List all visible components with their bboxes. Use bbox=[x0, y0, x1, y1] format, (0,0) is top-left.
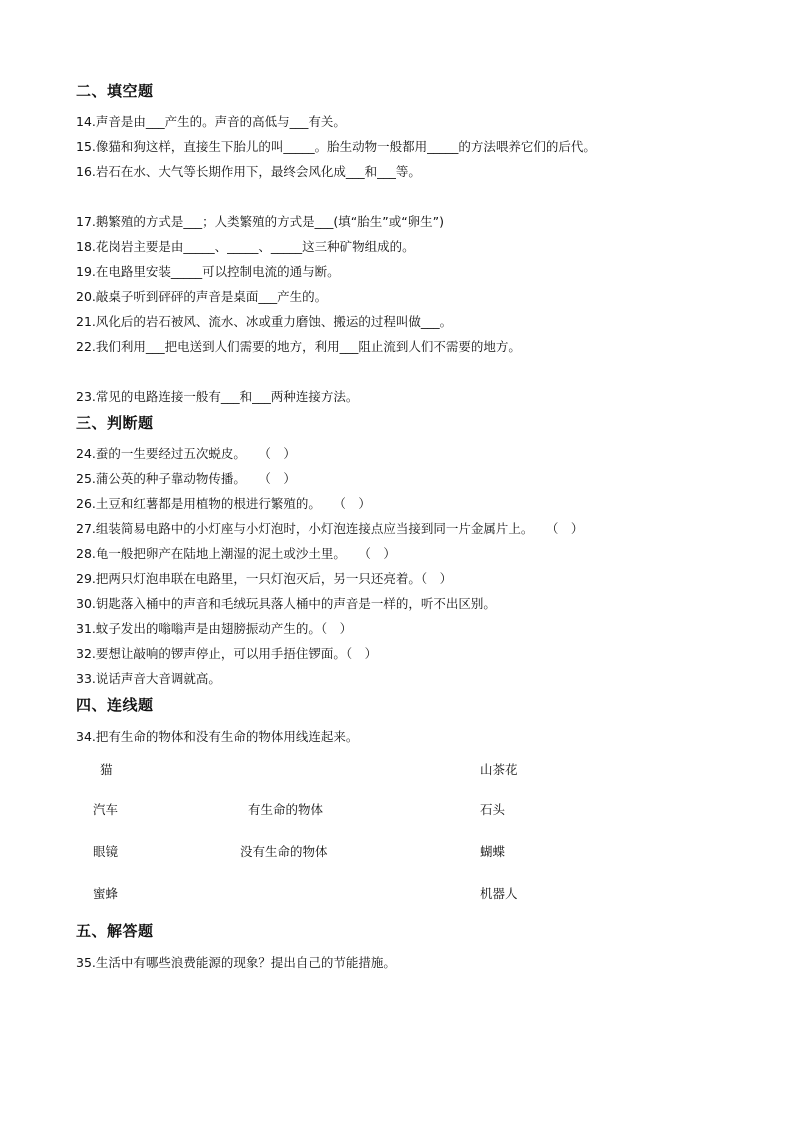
question-17: 17.鹅繁殖的方式是___；人类繁殖的方式是___(填“胎生”或“卵生”) bbox=[76, 214, 445, 229]
match-right-item: 石头 bbox=[480, 802, 506, 817]
section-answer-title: 五、解答题 bbox=[76, 922, 154, 940]
question-16: 16.岩石在水、大气等长期作用下，最终会风化成___和___等。 bbox=[76, 164, 421, 179]
question-19: 19.在电路里安装_____可以控制电流的通与断。 bbox=[76, 264, 340, 279]
match-left-item: 眼镜 bbox=[93, 844, 119, 859]
question-26: 26.土豆和红薯都是用植物的根进行繁殖的。 （ ） bbox=[76, 496, 371, 511]
section-judge-title: 三、判断题 bbox=[76, 414, 154, 432]
question-25: 25.蒲公英的种子靠动物传播。 （ ） bbox=[76, 471, 296, 486]
match-right-item: 山茶花 bbox=[480, 762, 518, 777]
question-34: 34.把有生命的物体和没有生命的物体用线连起来。 bbox=[76, 729, 359, 744]
section-match-title: 四、连线题 bbox=[76, 696, 154, 714]
question-20: 20.敲桌子听到砰砰的声音是桌面___产生的。 bbox=[76, 289, 328, 304]
question-30: 30.钥匙落入桶中的声音和毛绒玩具落人桶中的声音是一样的，听不出区别。 bbox=[76, 596, 496, 611]
question-29: 29.把两只灯泡串联在电路里，一只灯泡灭后，另一只还亮着。（ ） bbox=[76, 571, 453, 586]
question-15: 15.像猫和狗这样，直接生下胎儿的叫_____。胎生动物一般都用_____的方法喂养它们的后代。 bbox=[76, 139, 596, 154]
question-35: 35.生活中有哪些浪费能源的现象？提出自己的节能措施。 bbox=[76, 955, 396, 970]
question-27: 27.组装简易电路中的小灯座与小灯泡时，小灯泡连接点应当接到同一片金属片上。 （ ） bbox=[76, 521, 584, 536]
match-left-item: 猫 bbox=[100, 762, 113, 777]
question-22: 22.我们利用___把电送到人们需要的地方，利用___阻止流到人们不需要的地方。 bbox=[76, 339, 521, 354]
question-21: 21.风化后的岩石被风、流水、冰或重力磨蚀、搬运的过程叫做___。 bbox=[76, 314, 453, 329]
question-18: 18.花岗岩主要是由_____、_____、_____这三种矿物组成的。 bbox=[76, 239, 415, 254]
question-23: 23.常见的电路连接一般有___和___两种连接方法。 bbox=[76, 389, 359, 404]
match-left-item: 汽车 bbox=[93, 802, 119, 817]
question-28: 28.龟一般把卵产在陆地上潮湿的泥土或沙土里。 （ ） bbox=[76, 546, 396, 561]
question-33: 33.说话声音大音调就高。 bbox=[76, 671, 221, 686]
question-32: 32.要想让敲响的锣声停止，可以用手捂住锣面。（ ） bbox=[76, 646, 378, 661]
match-category-living: 有生命的物体 bbox=[248, 802, 324, 817]
question-14: 14.声音是由___产生的。声音的高低与___有关。 bbox=[76, 114, 346, 129]
question-24: 24.蚕的一生要经过五次蜕皮。 （ ） bbox=[76, 446, 296, 461]
match-right-item: 机器人 bbox=[480, 886, 518, 901]
question-31: 31.蚊子发出的嗡嗡声是由翅膀振动产生的。（ ） bbox=[76, 621, 353, 636]
section-fill-title: 二、填空题 bbox=[76, 82, 154, 100]
match-right-item: 蝴蝶 bbox=[480, 844, 506, 859]
match-left-item: 蜜蜂 bbox=[93, 886, 119, 901]
match-category-nonliving: 没有生命的物体 bbox=[240, 844, 328, 859]
